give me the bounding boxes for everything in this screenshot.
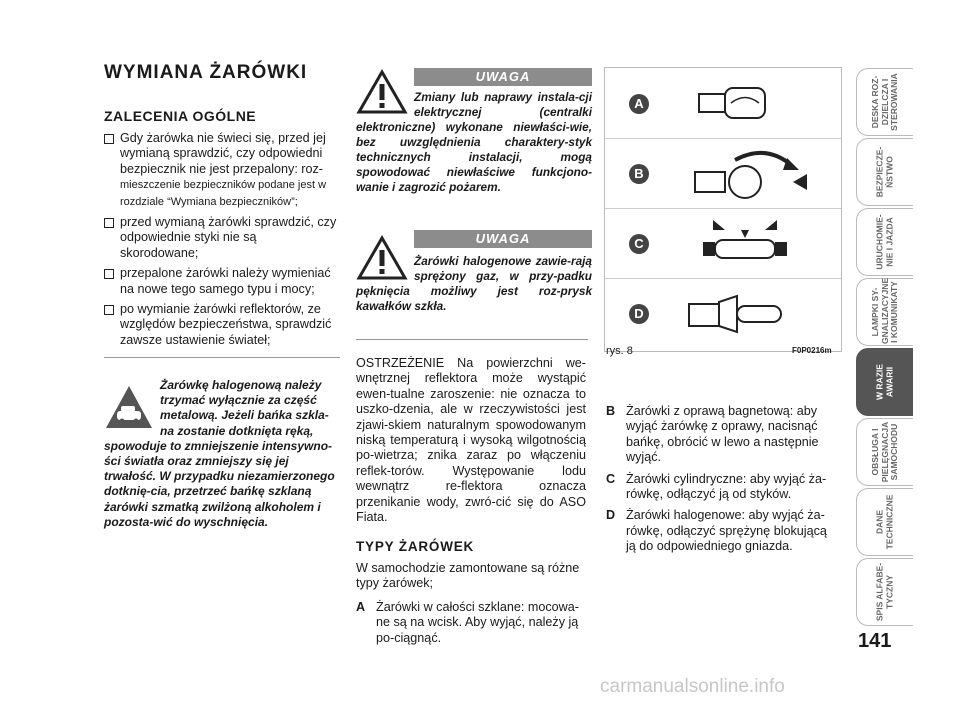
list-item: Gdy żarówka nie świeci się, przed jej wymianą sprawdzić, czy odpowiedni bezpiecznik nie jest przepalony: roz- mieszczenie bezpieczników podane jest w rozdziale “Wymiana bezpieczników”; xyxy=(104,131,338,210)
caution-paragraph: OSTRZEŻENIE Na powierzchni we-wnętrznej reflektora może wystąpić ewen-tualne zaroszenie: nie oznacza to uszko-dzenia, ale w rzeczywistości jest zjawi-skiem naturalnym spowodowanym niską temperaturą i wysoką wilgotnością po-wietrza; znika zaraz po włączeniu reflek-torów. Występowanie lodu wewnątrz re-flektora oznacza przenikanie wody, zwró-cić się do ASO Fiata. xyxy=(356,356,586,525)
warning-text: Żarówki halogenowe zawie-rają sprężony gaz, w przy-padku pęknięcia możliwy jest roz-prysk kawałków szkła. xyxy=(356,254,592,313)
glass-bulb-icon xyxy=(685,80,805,126)
list-item: A Żarówki w całości szklane: mocowa-ne są na wcisk. Aby wyjąć, należy ją po-ciągnąć. xyxy=(356,599,579,645)
tab-technical-data[interactable]: DANE TECHNICZNE xyxy=(856,488,913,556)
list-item: przed wymianą żarówki sprawdzić, czy odpowiednie styki nie są skorodowane; xyxy=(104,215,338,261)
figure-label: C xyxy=(629,234,649,254)
tip-note: Żarówkę halogenową należy trzymać wyłącznie za część metalową. Jeżeli bańka szkla-na zostanie dotknięta ręką, spowoduje to zmniejszenie intensywno-ści światła oraz zmniejszy się jej trwałość. W przypadku niezamierzonego dotknię-cia, przetrzeć bańkę szklaną żarówki szmatką zwilżoną alkoholem i pozosta-wić do wyschnięcia. xyxy=(104,378,335,529)
figure-label: D xyxy=(629,304,649,324)
section-heading: TYPY ŻARÓWEK xyxy=(356,539,475,555)
tab-warning-lights[interactable]: LAMPKI SY-GNALIZACYJNE I KOMUNIKATY xyxy=(856,278,913,346)
warning-label: UWAGA xyxy=(414,68,592,86)
figure-code: F0P0216m xyxy=(792,346,832,355)
tab-safety[interactable]: BEZPIECZE-ŃSTWO xyxy=(856,138,913,206)
tab-index[interactable]: SPIS ALFABE-TYCZNY xyxy=(856,558,913,626)
checkbox-bullet-icon xyxy=(104,134,114,144)
list-item: C Żarówki cylindryczne: aby wyjąć ża-rówkę, odłączyć ją od styków. xyxy=(606,471,827,502)
halogen-bulb-icon xyxy=(675,284,825,344)
list-item: D Żarówki halogenowe: aby wyjąć ża-rówkę, odłączyć sprężynę blokującą ją do odpowiedniego gniazda. xyxy=(606,508,827,554)
figure-row xyxy=(605,68,841,139)
page-number: 141 xyxy=(858,630,892,652)
watermark: carmanualsonline.info xyxy=(600,676,785,697)
warning-triangle-icon xyxy=(356,234,408,282)
intro-text: W samochodzie zamontowane są różne typy żarówek; xyxy=(356,560,580,591)
bulb-figure xyxy=(604,67,842,352)
bayonet-bulb-icon xyxy=(675,142,825,204)
car-tip-icon xyxy=(104,384,154,430)
general-guidelines xyxy=(104,131,338,353)
warning-text: Zmiany lub naprawy instala-cji elektrycznej (centralki elektroniczne) wykonane niewłaści-wie, bez uwzględnienia charaktery-styk technicznych instalacji, mogą spowodować niewłaściwe funkcjono-wanie i zagrozić pożarem. xyxy=(356,90,592,194)
figure-row xyxy=(605,278,841,350)
section-heading: ZALECENIA OGÓLNE xyxy=(104,108,257,124)
page-title: WYMIANA ŻARÓWKI xyxy=(104,62,308,83)
figure-label: B xyxy=(629,164,649,184)
warning-triangle-icon xyxy=(356,68,408,116)
body-column xyxy=(356,356,586,652)
cylindrical-bulb-icon xyxy=(685,212,815,274)
figure-label: A xyxy=(629,94,649,114)
warning-label: UWAGA xyxy=(414,230,592,248)
list-item: B Żarówki z oprawą bagnetową: aby wyjąć żarówkę z oprawy, nacisnąć bańkę, obrócić w lewo a następnie wyjąć. xyxy=(606,404,819,465)
figure-caption: rys. 8 xyxy=(606,345,633,357)
warning-box xyxy=(356,230,592,314)
divider xyxy=(104,357,340,358)
bulb-types-list xyxy=(606,404,840,561)
warning-box xyxy=(356,68,592,195)
checkbox-bullet-icon xyxy=(104,305,114,315)
divider xyxy=(356,339,588,340)
figure-row xyxy=(605,208,841,279)
tab-dashboard[interactable]: DESKA ROZ-DZIELCZA I STEROWANIA xyxy=(856,68,913,136)
checkbox-bullet-icon xyxy=(104,269,114,279)
checkbox-bullet-icon xyxy=(104,218,114,228)
tab-driving[interactable]: URUCHOMIE-NIE I JAZDA xyxy=(856,208,913,276)
tab-maintenance[interactable]: OBSŁUGA I PIELĘGNACJA SAMOCHODU xyxy=(856,418,913,486)
tab-emergency[interactable]: W RAZIE AWARII xyxy=(856,348,913,416)
list-item: po wymianie żarówki reflektorów, ze względów bezpieczeństwa, sprawdzić zawsze ustawienie świateł; xyxy=(104,302,338,348)
list-item: przepalone żarówki należy wymieniać na nowe tego samego typu i mocy; xyxy=(104,266,338,297)
figure-row xyxy=(605,138,841,209)
